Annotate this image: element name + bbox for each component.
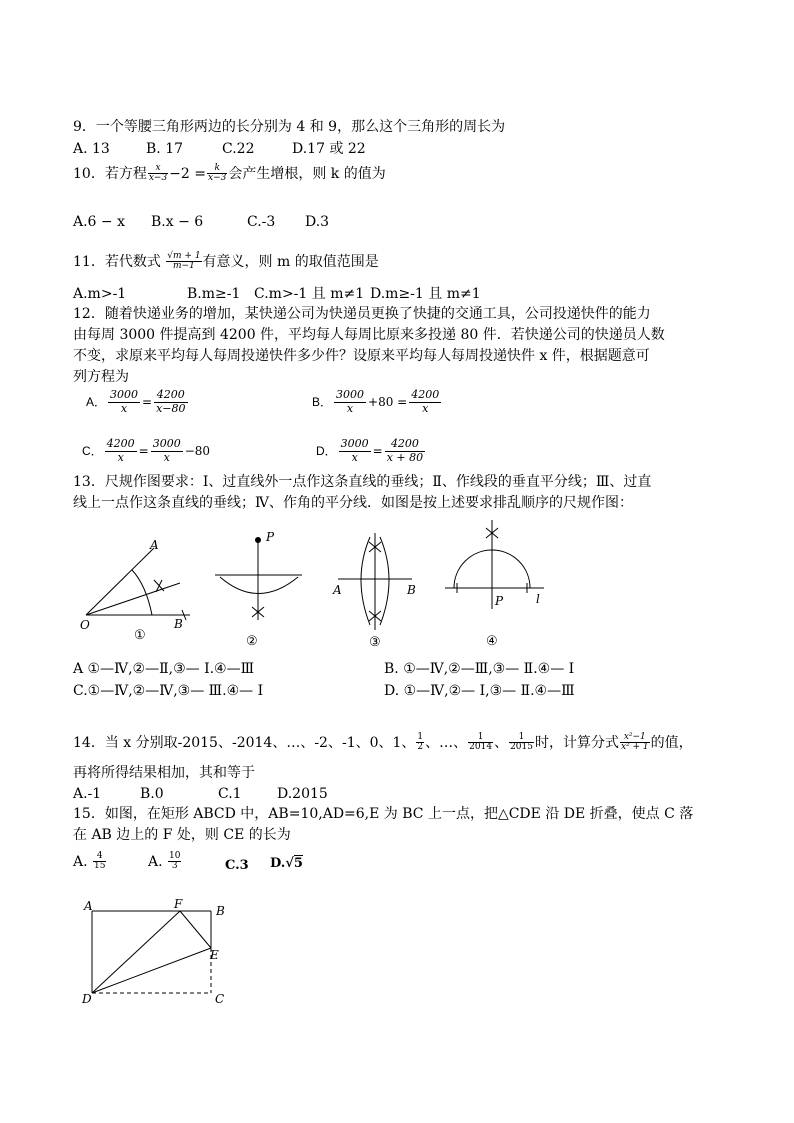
q14-f1-den: 2 xyxy=(417,742,424,753)
q15-option-a xyxy=(73,852,107,872)
f3-label-a: A xyxy=(333,583,342,597)
label-f: F xyxy=(174,897,183,911)
q12-d-d1: x xyxy=(351,450,358,464)
q15-d-value: 5 xyxy=(293,856,303,871)
q12-c-n2: 3000 xyxy=(152,437,181,450)
q15-b-num: 10 xyxy=(169,851,181,861)
f4-number: ④ xyxy=(486,634,498,649)
q12-c-tail: −80 xyxy=(184,444,211,459)
f4-label-p: P xyxy=(495,594,504,608)
q12-d-label: D． xyxy=(316,444,337,459)
q10-option-c: C.-3 xyxy=(247,214,276,230)
q12-a-label: A． xyxy=(86,395,107,410)
q10-f1-numerator: x xyxy=(148,164,168,174)
q15-a-den: 15 xyxy=(94,861,106,872)
q15-option-d xyxy=(270,856,303,872)
q12-b-eq: +80 = xyxy=(368,395,408,410)
q13-figure-1 xyxy=(86,548,190,620)
q12-b-d1: x xyxy=(346,401,354,415)
q15-line-1: 15．如图，在矩形 ABCD 中，AB=10,AD=6,E 为 BC 上一点，把△CDE 沿 DE 折叠，使点 C 落 xyxy=(73,806,694,822)
f1-arc xyxy=(132,570,152,615)
q10-f2-numerator: k xyxy=(207,164,227,174)
q12-a-d2: x−80 xyxy=(156,401,186,415)
f3-label-b: B xyxy=(407,583,416,597)
q9-option-b: B. 17 xyxy=(146,141,184,157)
segment-de xyxy=(92,948,211,993)
q12-line-1: 12．随着快递业务的增加，某快递公司为快递员更换了快捷的交通工具，公司投递快件的能力 xyxy=(73,306,651,322)
label-d: D xyxy=(82,992,92,1006)
q10-suffix: 会产生增根，则 k 的值为 xyxy=(228,165,386,182)
q10-option-b: B.x − 6 xyxy=(151,214,204,230)
q14-middle: 时，计算分式 xyxy=(534,734,619,751)
q9-option-d: D.17 或 22 xyxy=(292,141,366,157)
q12-b-n2: 4200 xyxy=(411,388,440,401)
q13-figure-2 xyxy=(215,537,302,620)
q15-option-b xyxy=(148,852,182,872)
q12-c-label: C． xyxy=(82,444,103,459)
q14-f3-den: 2015 xyxy=(510,742,533,753)
label-c: C xyxy=(215,992,225,1006)
q12-d-eq: = xyxy=(372,444,383,459)
q13-option-b: B. ①—Ⅳ,②—Ⅲ,③— Ⅱ.④— Ⅰ xyxy=(384,661,575,677)
q15-line-2: 在 AB 边上的 F 处，则 CE 的长为 xyxy=(73,827,291,843)
q14-line-2: 再将所得结果相加，其和等于 xyxy=(73,765,255,781)
q12-option-c xyxy=(82,438,210,464)
q11-option-c: C.m>-1 且 m≠1 xyxy=(254,286,365,302)
q12-b-d2: x xyxy=(422,401,429,415)
q15-figure xyxy=(76,893,236,1013)
q12-d-d2: x + 80 xyxy=(386,450,424,464)
f1-ray-oa xyxy=(86,548,154,615)
q13-line-2: 线上一点作这条直线的垂线；Ⅳ、作角的平分线．如图是按上述要求排乱顺序的尺规作图： xyxy=(73,495,633,511)
q12-line-3: 不变，求原来平均每人每周投递快件多少件？设原来平均每人每周投递快件 x 件，根据题意可 xyxy=(73,348,650,364)
q10-fraction-1 xyxy=(148,164,168,184)
q13-option-c: C.①—Ⅳ,②—Ⅳ,③— Ⅲ.④— Ⅰ xyxy=(73,683,264,699)
q12-a-n1: 3000 xyxy=(110,388,139,401)
f2-label-p: P xyxy=(266,530,275,544)
q12-c-n1: 4200 xyxy=(106,437,135,450)
q14-option-a: A.-1 xyxy=(73,786,102,802)
q12-option-d xyxy=(316,438,427,464)
q12-option-b xyxy=(312,389,443,415)
q12-a-d1: x xyxy=(120,401,128,415)
q14-f2-den: 2014 xyxy=(469,742,493,753)
q10-f2-denominator: x−3 xyxy=(208,173,227,184)
sqrt-icon: √ xyxy=(285,856,294,871)
segment-df xyxy=(92,911,180,993)
q14-suffix: 的值， xyxy=(650,734,693,751)
q11-option-d: D.m≥-1 且 m≠1 xyxy=(370,286,481,302)
q12-a-eq: = xyxy=(142,395,153,410)
q11-stem xyxy=(73,252,379,272)
q14-sep-2: 、 xyxy=(494,734,509,751)
q15-b-den: 3 xyxy=(171,861,178,872)
q14-sep-1: 、…、 xyxy=(425,734,468,751)
q14-f4-den: x² + 1 xyxy=(620,742,649,753)
label-e: E xyxy=(210,948,219,962)
q10-option-a: A.6 − x xyxy=(73,214,125,230)
q12-c-d1: x xyxy=(117,450,124,464)
q10-f1-denominator: x−3 xyxy=(148,173,168,184)
q14-option-b: B.0 xyxy=(140,786,164,802)
f2-arc xyxy=(220,577,298,594)
q11-option-a: A.m>-1 xyxy=(73,286,127,302)
q9-stem: 9．一个等腰三角形两边的长分别为 4 和 9，那么这个三角形的周长为 xyxy=(73,119,506,135)
q12-c-eq: = xyxy=(138,444,149,459)
q10-fraction-2 xyxy=(207,164,227,184)
q12-d-n2: 4200 xyxy=(385,438,425,452)
q13-line-1: 13．尺规作图要求：Ⅰ、过直线外一点作这条直线的垂线；Ⅱ、作线段的垂直平分线；Ⅲ、过直 xyxy=(73,474,652,490)
label-a: A xyxy=(84,899,93,913)
f2-point-p xyxy=(255,537,261,543)
f1-label-b: B xyxy=(174,617,183,631)
f2-number: ② xyxy=(246,634,258,649)
q10-option-d: D.3 xyxy=(305,214,330,230)
f3-number: ③ xyxy=(369,635,381,650)
q12-b-label: B． xyxy=(312,395,333,410)
q12-a-n2: 4200 xyxy=(154,389,187,403)
q12-b-n1: 3000 xyxy=(336,388,365,401)
q11-prefix: 11．若代数式 xyxy=(73,253,161,270)
q14-f1-num: 1 xyxy=(417,732,424,742)
q11-option-b: B.m≥-1 xyxy=(187,286,241,302)
q15-a-label: A. xyxy=(73,853,88,870)
q11-suffix: 有意义，则 m 的取值范围是 xyxy=(202,253,379,270)
q9-option-c: C.22 xyxy=(222,141,255,157)
q13-figure-3 xyxy=(338,533,412,630)
q13-figures xyxy=(60,515,560,655)
q12-d-n1: 3000 xyxy=(340,437,369,450)
q13-option-a: A ①—Ⅳ,②—Ⅱ,③— Ⅰ.④—Ⅲ xyxy=(73,661,255,677)
q14-prefix: 14．当 x 分别取-2015、-2014、…、-2、-1、0、1、 xyxy=(73,734,416,751)
q9-option-a: A. 13 xyxy=(73,141,110,157)
q10-stem xyxy=(73,164,386,184)
q14-stem xyxy=(73,733,693,753)
q10-middle: −2 = xyxy=(169,165,206,182)
f4-label-l: l xyxy=(536,592,540,606)
f1-number: ① xyxy=(134,628,146,643)
f3-arc-left xyxy=(361,537,370,625)
q12-line-2: 由每周 3000 件提高到 4200 件，平均每人每周比原来多投递 80 件．若快递公司的快递员人数 xyxy=(73,327,665,343)
q12-option-a xyxy=(86,389,190,415)
segment-fe xyxy=(180,911,211,948)
q10-prefix: 10．若方程 xyxy=(73,165,147,182)
f1-label-a: A xyxy=(150,538,159,552)
q12-c-d2: x xyxy=(163,450,170,464)
q15-d-label: D. xyxy=(270,856,286,871)
q11-fraction xyxy=(166,252,201,272)
q14-f2-num: 1 xyxy=(468,733,493,743)
q14-f3-num: 1 xyxy=(509,733,534,743)
f1-label-o: O xyxy=(80,618,90,632)
q14-option-d: D.2015 xyxy=(277,786,328,802)
q11-denominator: m−1 xyxy=(173,261,195,272)
q12-line-4: 列方程为 xyxy=(73,369,129,385)
q15-option-c: C.3 xyxy=(225,858,249,873)
f1-bisector xyxy=(86,583,180,615)
q15-a-num: 4 xyxy=(93,852,106,862)
q11-numerator: √m + 1 xyxy=(167,251,201,261)
q14-f4-num: x²−1 xyxy=(620,733,650,743)
label-b: B xyxy=(216,904,225,918)
q15-b-label: A. xyxy=(148,853,163,870)
f3-arc-right xyxy=(380,537,389,625)
q14-option-c: C.1 xyxy=(218,786,242,802)
q13-option-d: D. ①—Ⅳ,②— Ⅰ,③— Ⅱ.④—Ⅲ xyxy=(384,683,575,699)
